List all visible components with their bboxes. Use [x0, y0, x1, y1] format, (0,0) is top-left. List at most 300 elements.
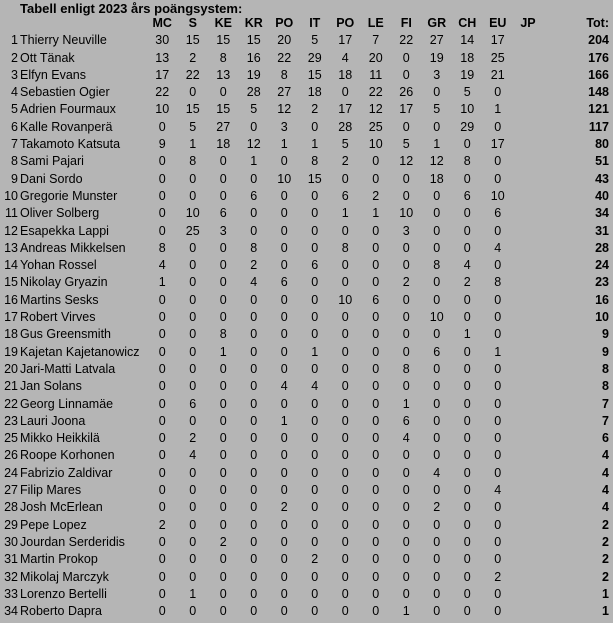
round-points: 6	[341, 188, 349, 203]
total-points: 121	[588, 102, 609, 117]
round-points: 0	[311, 586, 319, 601]
round-points: 4	[311, 379, 319, 394]
round-points: 3	[433, 67, 441, 82]
round-points: 4	[250, 275, 258, 290]
round-points: 0	[402, 119, 410, 134]
round-points: 0	[219, 413, 227, 428]
round-points	[513, 499, 543, 516]
table-row	[0, 309, 613, 326]
round-points: 12	[246, 137, 261, 152]
round-points: 8	[189, 154, 197, 169]
round-points	[513, 223, 543, 240]
round-points: 0	[494, 604, 502, 619]
driver-name: Georg Linnamäe	[20, 396, 114, 411]
round-points: 12	[368, 102, 383, 117]
round-points: 8	[219, 327, 227, 342]
round-points: 0	[463, 483, 471, 498]
total-points: 8	[602, 361, 609, 376]
round-points: 6	[433, 344, 441, 359]
round-points: 0	[219, 361, 227, 376]
round-points: 0	[250, 448, 258, 463]
driver-name: Roope Korhonen	[20, 448, 115, 463]
table-row	[0, 67, 613, 84]
round-points: 1	[494, 344, 502, 359]
round-points: 8	[463, 154, 471, 169]
round-points: 0	[250, 292, 258, 307]
row-position: 15	[4, 275, 18, 290]
round-points: 0	[280, 552, 288, 567]
round-points: 0	[189, 500, 197, 515]
round-points: 0	[494, 361, 502, 376]
row-position: 25	[4, 431, 18, 446]
round-points: 1	[402, 396, 410, 411]
round-points: 0	[494, 586, 502, 601]
round-points	[513, 257, 543, 274]
round-points: 0	[402, 292, 410, 307]
round-points	[513, 188, 543, 205]
round-points: 1	[158, 275, 166, 290]
round-points: 5	[311, 33, 319, 48]
row-position: 23	[4, 413, 18, 428]
round-points: 0	[494, 292, 502, 307]
round-points: 0	[280, 258, 288, 273]
round-points: 0	[280, 292, 288, 307]
row-position: 7	[11, 137, 18, 152]
round-points: 0	[280, 344, 288, 359]
round-points: 0	[219, 396, 227, 411]
round-points	[513, 551, 543, 568]
round-points: 0	[280, 240, 288, 255]
round-points: 0	[189, 292, 197, 307]
round-points: 27	[429, 33, 444, 48]
round-points: 22	[399, 33, 414, 48]
header-round: IT	[309, 16, 321, 30]
driver-name: Robert Virves	[20, 310, 96, 325]
total-points: 40	[595, 188, 609, 203]
header-round: KR	[244, 16, 263, 30]
driver-name: Roberto Dapra	[20, 604, 102, 619]
header-pos	[0, 15, 20, 32]
table-body	[0, 32, 613, 620]
total-points: 10	[595, 310, 609, 325]
round-points: 10	[368, 137, 383, 152]
row-position: 26	[4, 448, 18, 463]
table-row	[0, 119, 613, 136]
round-points: 0	[311, 206, 319, 221]
round-points: 14	[460, 33, 475, 48]
round-points: 0	[189, 361, 197, 376]
round-points	[513, 344, 543, 361]
round-points: 8	[402, 361, 410, 376]
round-points: 8	[433, 258, 441, 273]
round-points: 2	[250, 258, 258, 273]
table-row	[0, 326, 613, 343]
round-points: 0	[250, 586, 258, 601]
round-points: 0	[402, 517, 410, 532]
round-points: 0	[433, 396, 441, 411]
total-points: 4	[602, 448, 609, 463]
round-points: 0	[433, 327, 441, 342]
round-points: 2	[158, 517, 166, 532]
round-points: 0	[433, 206, 441, 221]
round-points: 21	[490, 67, 505, 82]
driver-name: Yohan Rossel	[20, 258, 97, 273]
round-points: 0	[341, 85, 349, 100]
round-points: 0	[280, 188, 288, 203]
round-points	[513, 205, 543, 222]
round-points: 0	[341, 534, 349, 549]
round-points: 0	[250, 310, 258, 325]
round-points: 19	[460, 67, 475, 82]
round-points: 0	[250, 223, 258, 238]
round-points: 2	[219, 534, 227, 549]
round-points: 0	[158, 206, 166, 221]
round-points: 0	[372, 465, 380, 480]
round-points: 0	[433, 604, 441, 619]
round-points: 0	[189, 465, 197, 480]
round-points: 0	[463, 569, 471, 584]
round-points: 0	[433, 379, 441, 394]
round-points: 0	[189, 569, 197, 584]
round-points	[513, 482, 543, 499]
round-points: 4	[433, 465, 441, 480]
round-points: 0	[158, 413, 166, 428]
row-position: 3	[11, 67, 18, 82]
round-points: 0	[311, 465, 319, 480]
round-points: 0	[463, 534, 471, 549]
round-points: 2	[494, 569, 502, 584]
driver-name: Martins Sesks	[20, 292, 99, 307]
round-points: 1	[280, 413, 288, 428]
round-points: 8	[341, 240, 349, 255]
round-points: 0	[341, 586, 349, 601]
round-points: 15	[216, 102, 231, 117]
round-points: 0	[250, 171, 258, 186]
row-position: 28	[4, 500, 18, 515]
driver-name: Dani Sordo	[20, 171, 83, 186]
round-points: 0	[494, 517, 502, 532]
round-points: 0	[372, 483, 380, 498]
total-points: 4	[602, 483, 609, 498]
round-points: 0	[402, 586, 410, 601]
header-round: MC	[152, 16, 172, 30]
round-points: 4	[494, 240, 502, 255]
driver-name: Fabrizio Zaldivar	[20, 465, 113, 480]
driver-name: Lauri Joona	[20, 413, 86, 428]
round-points: 0	[494, 379, 502, 394]
round-points: 0	[402, 50, 410, 65]
round-points: 1	[494, 102, 502, 117]
header-round: KE	[214, 16, 232, 30]
round-points: 0	[433, 586, 441, 601]
row-position: 17	[4, 310, 18, 325]
round-points: 0	[494, 552, 502, 567]
driver-name: Ott Tänak	[20, 50, 75, 65]
table-row	[0, 205, 613, 222]
total-points: 204	[588, 33, 609, 48]
total-points: 9	[602, 327, 609, 342]
round-points: 1	[463, 327, 471, 342]
table-row	[0, 50, 613, 67]
round-points: 0	[311, 240, 319, 255]
round-points: 0	[311, 119, 319, 134]
round-points: 0	[341, 500, 349, 515]
round-points: 0	[494, 85, 502, 100]
table-row	[0, 465, 613, 482]
round-points: 0	[341, 396, 349, 411]
round-points: 0	[372, 154, 380, 169]
round-points: 0	[463, 413, 471, 428]
round-points	[513, 517, 543, 534]
round-points: 0	[219, 586, 227, 601]
round-points: 25	[185, 223, 200, 238]
round-points: 1	[433, 137, 441, 152]
round-points: 4	[341, 50, 349, 65]
round-points: 2	[280, 500, 288, 515]
round-points: 11	[369, 67, 383, 82]
row-position: 19	[4, 344, 18, 359]
row-position: 32	[4, 569, 18, 584]
round-points: 27	[277, 85, 292, 100]
round-points: 25	[368, 119, 383, 134]
round-points: 0	[219, 552, 227, 567]
round-points: 0	[341, 604, 349, 619]
driver-name: Jari-Matti Latvala	[20, 361, 116, 376]
round-points: 8	[158, 240, 166, 255]
round-points: 0	[311, 327, 319, 342]
round-points: 0	[372, 413, 380, 428]
round-points: 0	[158, 431, 166, 446]
round-points: 0	[189, 310, 197, 325]
round-points: 0	[341, 361, 349, 376]
round-points: 27	[216, 119, 231, 134]
driver-name: Josh McErlean	[20, 500, 103, 515]
table-row	[0, 430, 613, 447]
round-points: 0	[402, 569, 410, 584]
round-points: 0	[189, 258, 197, 273]
round-points	[513, 101, 543, 118]
round-points: 0	[463, 206, 471, 221]
round-points: 0	[341, 465, 349, 480]
round-points	[513, 119, 543, 136]
round-points: 0	[311, 483, 319, 498]
round-points: 0	[433, 85, 441, 100]
round-points: 3	[280, 119, 288, 134]
round-points: 0	[311, 604, 319, 619]
round-points: 0	[402, 240, 410, 255]
round-points: 0	[158, 500, 166, 515]
round-points: 0	[463, 517, 471, 532]
round-points: 0	[341, 431, 349, 446]
round-points: 2	[433, 500, 441, 515]
driver-name: Adrien Fourmaux	[20, 102, 116, 117]
round-points: 20	[368, 50, 383, 65]
round-points	[513, 292, 543, 309]
row-position: 20	[4, 361, 18, 376]
round-points: 0	[311, 448, 319, 463]
round-points: 0	[250, 344, 258, 359]
round-points: 17	[338, 102, 353, 117]
round-points: 0	[494, 534, 502, 549]
round-points: 0	[189, 171, 197, 186]
round-points: 0	[158, 310, 166, 325]
round-points: 0	[463, 171, 471, 186]
round-points: 10	[185, 206, 200, 221]
round-points: 0	[341, 448, 349, 463]
total-points: 28	[595, 240, 609, 255]
round-points: 1	[189, 137, 197, 152]
table-row	[0, 482, 613, 499]
round-points: 0	[372, 223, 380, 238]
round-points: 0	[219, 85, 227, 100]
round-points: 0	[158, 586, 166, 601]
round-points: 0	[280, 396, 288, 411]
total-points: 2	[602, 569, 609, 584]
round-points: 0	[433, 569, 441, 584]
round-points	[513, 603, 543, 620]
round-points: 6	[219, 206, 227, 221]
round-points: 2	[189, 50, 197, 65]
round-points: 22	[185, 67, 200, 82]
round-points: 18	[460, 50, 475, 65]
table-row	[0, 551, 613, 568]
round-points: 13	[155, 50, 170, 65]
total-points: 148	[588, 85, 609, 100]
round-points: 0	[219, 240, 227, 255]
round-points: 0	[280, 206, 288, 221]
round-points: 0	[250, 604, 258, 619]
round-points: 8	[250, 240, 258, 255]
table-row	[0, 292, 613, 309]
round-points: 1	[372, 206, 380, 221]
header-round: FI	[400, 16, 412, 30]
total-points: 16	[595, 292, 609, 307]
round-points: 5	[189, 119, 197, 134]
total-points: 4	[602, 500, 609, 515]
round-points: 10	[155, 102, 170, 117]
round-points: 0	[372, 379, 380, 394]
round-points: 22	[368, 85, 383, 100]
table-row	[0, 240, 613, 257]
round-points: 0	[341, 310, 349, 325]
round-points: 6	[402, 413, 410, 428]
round-points: 0	[280, 448, 288, 463]
round-points: 0	[402, 534, 410, 549]
driver-name: Oliver Solberg	[20, 206, 100, 221]
round-points: 0	[250, 413, 258, 428]
round-points: 0	[372, 310, 380, 325]
round-points: 0	[250, 327, 258, 342]
round-points: 0	[250, 500, 258, 515]
round-points: 0	[463, 586, 471, 601]
table-row	[0, 84, 613, 101]
round-points: 10	[277, 171, 292, 186]
round-points: 4	[494, 483, 502, 498]
round-points: 0	[494, 396, 502, 411]
round-points: 0	[402, 310, 410, 325]
round-points: 0	[280, 223, 288, 238]
round-points: 0	[158, 154, 166, 169]
round-points: 0	[372, 431, 380, 446]
round-points: 0	[372, 534, 380, 549]
row-position: 14	[4, 258, 18, 273]
round-points: 0	[158, 171, 166, 186]
round-points: 0	[189, 552, 197, 567]
round-points: 0	[250, 552, 258, 567]
round-points: 12	[399, 154, 414, 169]
round-points: 0	[341, 569, 349, 584]
round-points	[513, 586, 543, 603]
round-points: 0	[250, 396, 258, 411]
round-points: 0	[402, 465, 410, 480]
round-points: 15	[185, 102, 200, 117]
round-points: 26	[399, 85, 414, 100]
row-position: 33	[4, 586, 18, 601]
round-points: 1	[219, 344, 227, 359]
round-points: 13	[216, 67, 231, 82]
header-round: CH	[458, 16, 477, 30]
row-position: 30	[4, 534, 18, 549]
driver-name: Thierry Neuville	[20, 33, 107, 48]
driver-name: Andreas Mikkelsen	[20, 240, 126, 255]
driver-name: Martin Prokop	[20, 552, 98, 567]
round-points: 0	[372, 569, 380, 584]
round-points: 0	[372, 500, 380, 515]
round-points: 6	[494, 206, 502, 221]
round-points	[513, 240, 543, 257]
table-row	[0, 569, 613, 586]
round-points	[513, 32, 543, 49]
round-points	[513, 447, 543, 464]
round-points: 0	[463, 379, 471, 394]
round-points: 0	[372, 275, 380, 290]
round-points: 0	[341, 327, 349, 342]
round-points: 0	[219, 517, 227, 532]
round-points: 2	[311, 552, 319, 567]
round-points: 0	[433, 534, 441, 549]
round-points: 0	[311, 534, 319, 549]
table-row	[0, 361, 613, 378]
header-round: JP	[520, 16, 536, 30]
round-points: 0	[158, 569, 166, 584]
round-points: 0	[158, 344, 166, 359]
round-points: 0	[463, 361, 471, 376]
header-round: S	[188, 16, 197, 30]
total-points: 51	[595, 154, 609, 169]
driver-name: Kajetan Kajetanowicz	[20, 344, 140, 359]
round-points: 0	[311, 361, 319, 376]
round-points: 0	[341, 258, 349, 273]
row-position: 34	[4, 604, 18, 619]
round-points: 0	[158, 534, 166, 549]
round-points: 0	[494, 448, 502, 463]
round-points: 6	[311, 258, 319, 273]
round-points: 18	[338, 67, 353, 82]
round-points: 4	[280, 379, 288, 394]
round-points: 16	[246, 50, 261, 65]
table-row	[0, 603, 613, 620]
total-points: 1	[602, 586, 609, 601]
round-points: 0	[219, 275, 227, 290]
round-points: 2	[372, 188, 380, 203]
round-points: 0	[372, 517, 380, 532]
round-points	[513, 84, 543, 101]
round-points: 0	[463, 465, 471, 480]
round-points	[513, 326, 543, 343]
round-points: 1	[250, 154, 258, 169]
round-points: 0	[311, 569, 319, 584]
round-points: 0	[311, 517, 319, 532]
